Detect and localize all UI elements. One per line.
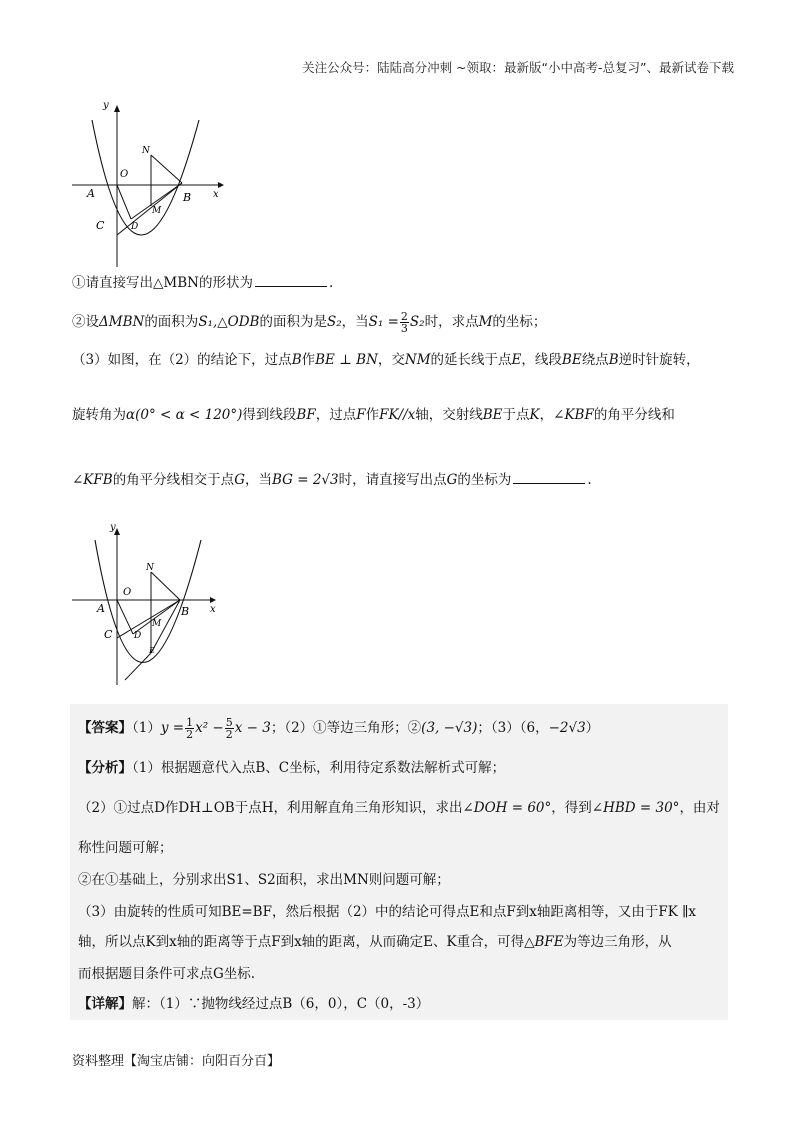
line-NB	[151, 572, 180, 600]
line-OD	[117, 600, 133, 634]
label-C: C	[96, 219, 105, 232]
label-x: x	[210, 604, 216, 615]
label-O: O	[120, 169, 129, 180]
analysis-line-4: ②在①基础上，分别求出S1、S2面积，求出MN则问题可解；	[78, 872, 450, 888]
analysis-line-5: （3）由旋转的性质可知BE=BF，然后根据（2）中的结论可得点E和点F到x轴距离相等，又由于FK ∥x	[78, 904, 696, 920]
question-2: ②设ΔMBN的面积为S₁,△ODB的面积为是S₂，当S₁ = $\frac{2}{3}$ S₂时，求点M的坐标；	[72, 310, 547, 335]
label-D: D	[131, 222, 139, 232]
line-NB	[151, 155, 182, 183]
analysis-line-7: 而根据题目条件可求点G坐标.	[78, 966, 256, 982]
question-3-line-3: ∠KFB的角平分线相交于点G，当BG = 2√3时，请直接写出点G的坐标为 .	[72, 472, 592, 488]
label-E: E	[149, 646, 155, 655]
question-3-line-1: （3）如图，在（2）的结论下，过点B作BE ⊥ BN，交NM的延长线于点E，线段BE绕点B逆时针旋转，	[72, 352, 700, 368]
label-D: D	[134, 631, 142, 641]
analysis-line-2: （2）①过点D作DH⊥OB于点H，利用解直角三角形知识，求出∠DOH = 60°，得到∠HBD = 30°，由对	[78, 800, 720, 816]
label-N: N	[142, 146, 150, 156]
figure-2-parabola	[70, 520, 240, 690]
analysis-line-3: 称性问题可解；	[78, 840, 173, 856]
answer-line: 【答案】（1）y = $\frac{1}{2}$ x² − $\frac{5}{2}$ x − 3；（2）①等边三角形；②(3, −√3)；（3）（6，−2√3）	[78, 716, 600, 741]
label-B: B	[181, 605, 190, 618]
line-E-ext	[125, 653, 151, 680]
page-header: 关注公众号：陆陆高分冲刺 ~领取：最新版“小中高考-总复习”、最新试卷下载	[302, 60, 734, 75]
label-B: B	[183, 191, 192, 204]
detail-line: 【详解】解：（1）∵抛物线经过点B（6，0），C（0，-3）	[78, 996, 430, 1012]
label-y: y	[103, 100, 109, 111]
label-M: M	[152, 206, 162, 216]
label-x: x	[213, 189, 219, 200]
question-1: ①请直接写出△MBN的形状为 .	[72, 275, 334, 291]
x-axis-arrow	[218, 182, 224, 188]
x-axis-arrow	[210, 597, 216, 603]
parabola	[95, 540, 201, 663]
label-A: A	[87, 187, 95, 200]
label-M: M	[152, 619, 162, 629]
analysis-line-1: 【分析】（1）根据题意代入点B、C坐标，利用待定系数法解析式可解；	[78, 760, 506, 776]
label-O: O	[123, 587, 132, 598]
label-C: C	[104, 628, 113, 641]
figure-1-parabola	[70, 95, 240, 270]
label-A: A	[97, 602, 105, 615]
page-footer: 资料整理【淘宝店铺：向阳百分百】	[72, 1054, 281, 1069]
label-y: y	[110, 522, 116, 533]
question-3-line-2: 旋转角为α(0° < α < 120°)得到线段BF，过点F作FK//x轴，交射线BE于点K，∠KBF的角平分线和	[72, 407, 675, 423]
label-N: N	[146, 563, 154, 573]
analysis-line-6: 轴，所以点K到x轴的距离等于点F到x轴的距离，从而确定E、K重合，可得△BFE为等边三角形，从	[78, 934, 672, 950]
parabola	[92, 120, 199, 235]
y-axis-arrow	[114, 105, 120, 112]
